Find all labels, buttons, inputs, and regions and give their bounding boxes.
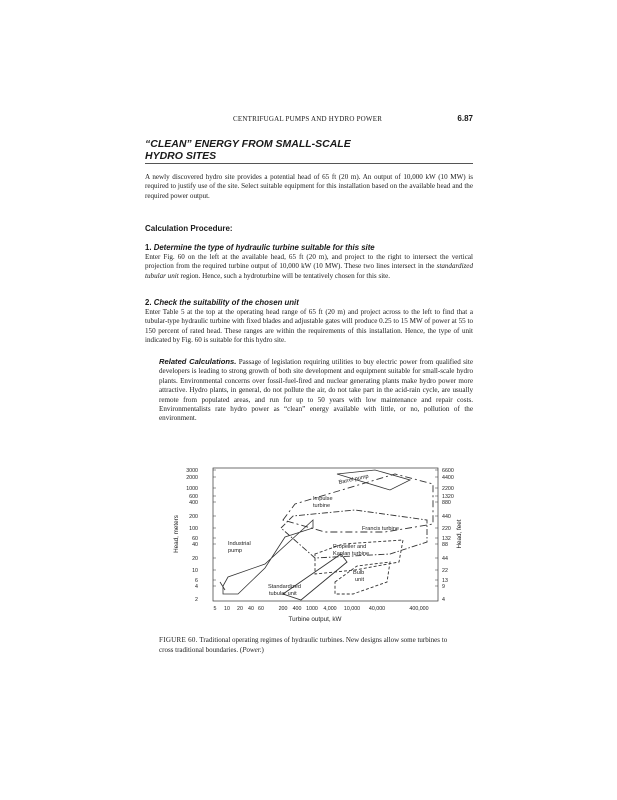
y-right-tick-220: 220 (442, 526, 451, 532)
step-1-title: Determine the type of hydraulic turbine suitable for this site (153, 243, 375, 252)
y-right-tick-6600: 6600 (442, 468, 454, 474)
y-left-tick-20: 20 (192, 556, 198, 562)
figure-caption-source: Power. (242, 645, 262, 654)
y-right-tick-9: 9 (442, 584, 445, 590)
step-1-text-italic: standardized tubular unit (145, 262, 473, 280)
y-left-tick-60: 60 (192, 536, 198, 542)
y-left-tick-40: 40 (192, 542, 198, 548)
impulse-label-2: turbine (313, 503, 331, 509)
related-calculations-text (145, 357, 473, 424)
industrial-pump-label-2: pump (228, 548, 242, 554)
x-ticks (214, 606, 429, 612)
francis-label: Francis turbine (362, 526, 399, 532)
section-title (145, 138, 473, 162)
propeller-label-1: Propeller and (333, 544, 367, 550)
x-tick-10: 10 (224, 606, 230, 612)
y-left-tick-4: 4 (195, 584, 198, 590)
figure-caption-label: FIGURE 60. (159, 636, 198, 644)
y-right-tick-88: 88 (442, 542, 448, 548)
y-right-tick-4: 4 (442, 597, 445, 603)
y-left-tick-2000: 2000 (186, 475, 198, 481)
figure-60 (165, 462, 465, 632)
y-right-tick-4400: 4400 (442, 475, 454, 481)
x-tick-4000: 4,000 (323, 606, 337, 612)
x-tick-200: 200 (278, 606, 288, 612)
step-2-number: 2. (145, 298, 152, 307)
x-tick-40000: 40,000 (368, 606, 386, 612)
x-tick-5: 5 (213, 606, 217, 612)
running-title: CENTRIFUGAL PUMPS AND HYDRO POWER (233, 115, 383, 123)
y-right-tick-880: 880 (442, 500, 451, 506)
running-head (145, 115, 473, 127)
right-y-ticks (442, 468, 454, 603)
plot-frame (213, 468, 438, 601)
bulb-label-1: Bulb (353, 570, 365, 576)
y-right-tick-2200: 2200 (442, 486, 454, 492)
y-tick-marks (213, 470, 438, 586)
industrial-pump-label-1: Industrial (228, 541, 251, 547)
x-tick-1000: 1000 (306, 606, 318, 612)
x-tick-60: 60 (258, 606, 264, 612)
section-title-line-1: “CLEAN” ENERGY FROM SMALL-SCALE (145, 138, 351, 150)
related-calculations-title: Related Calculations. (159, 357, 237, 366)
step-1-text-after: region. Hence, such a hydroturbine will be tentatively chosen for this site. (178, 271, 391, 280)
figure-caption (159, 636, 459, 655)
step-2-heading (145, 298, 473, 308)
step-1-text (145, 253, 473, 281)
title-rule (145, 163, 473, 164)
step-2-text: Enter Table 5 at the top at the operating head range of 65 ft (20 m) and project across to the left to find that a tubular-type hydraulic turbine with fixed blades and adjustable gates will produce 0.25 to 15 MW of power at 55 to 150 percent of rated head. These ranges are within the requirements of this installation. Hence, the type of unit indicated by Fig. 60 is suitable for this hydro site. (145, 308, 473, 345)
calculation-procedure-heading: Calculation Procedure: (145, 224, 233, 233)
y-left-tick-200: 200 (189, 514, 198, 520)
y-left-tick-600: 600 (189, 494, 198, 500)
y-right-tick-22: 22 (442, 568, 448, 574)
y-right-tick-132: 132 (442, 536, 451, 542)
y-right-tick-440: 440 (442, 514, 451, 520)
y-axis-right-title: Head, feet (456, 519, 463, 549)
y-left-tick-400: 400 (189, 500, 198, 506)
figure-caption-close: ) (261, 645, 264, 654)
y-left-tick-3000: 3000 (186, 468, 198, 474)
y-right-tick-44: 44 (442, 556, 448, 562)
step-1-heading (145, 243, 473, 253)
impulse-turbine-region (283, 474, 433, 532)
tubular-label-2: tubular unit (269, 591, 297, 597)
y-left-tick-10: 10 (192, 568, 198, 574)
left-y-ticks (186, 468, 198, 603)
step-1 (145, 243, 473, 281)
y-left-tick-100: 100 (189, 526, 198, 532)
section-title-line-2: HYDRO SITES (145, 150, 217, 162)
y-left-tick-1000: 1000 (186, 486, 198, 492)
related-calculations (145, 357, 473, 424)
related-calculations-body: Passage of legislation requiring utilities to buy electric power from qualified site developers is leading to strong growth of both site development and equipment suitable for small-scale hydro plants. Environmental concerns over fossil-fuel-fired and nuclear generating plants make hydro power more attractive. Hydro plants, in general, do not pollute the air, do not take part in the acid-rain cycle, are usually remote from populated areas, and run for up to 50 years with low maintenance and repair costs. Environmentalists rate hydro power as “clean” energy available with little, or no, pollution of the environment. (159, 358, 473, 423)
x-tick-400: 400 (292, 606, 302, 612)
step-1-text-before: Enter Fig. 60 on the left at the available head, 65 ft (20 m), and project to the right to intersect the vertical projection from the required turbine output of 10,000 kW (10 MW). These two lines intersect in the (145, 253, 473, 271)
barrel-pump-label: Barrel pump (338, 473, 370, 486)
step-1-number: 1. (145, 243, 152, 252)
propeller-label-2: Kaplan turbine (333, 551, 370, 557)
y-right-tick-1320: 1320 (442, 494, 454, 500)
x-tick-40: 40 (248, 606, 254, 612)
step-2-title: Check the suitability of the chosen unit (153, 298, 299, 307)
step-2 (145, 298, 473, 346)
y-axis-left-title: Head, meters (173, 515, 180, 553)
intro-paragraph: A newly discovered hydro site provides a potential head of 65 ft (20 m). An output of 10,000 kW (10 MW) is required to justify use of the site. Select suitable equipment for this installation based on the available head and the required power output. (145, 173, 473, 200)
figure-caption-text: Traditional operating regimes of hydraulic turbines. New designs allow some turbines to cross traditional boundaries. ( (159, 636, 448, 654)
x-tick-10000: 10,000 (343, 606, 361, 612)
turbine-regimes-chart (165, 462, 465, 632)
y-left-tick-6: 6 (195, 578, 198, 584)
x-tick-20: 20 (237, 606, 243, 612)
bulb-label-2: unit (355, 577, 365, 583)
x-axis-title: Turbine output, kW (288, 616, 342, 623)
impulse-label-1: Impulse (313, 496, 333, 502)
page-number: 6.87 (457, 114, 473, 123)
y-left-tick-2: 2 (195, 597, 198, 603)
y-right-tick-13: 13 (442, 578, 448, 584)
x-tick-400000: 400,000 (409, 606, 429, 612)
tubular-label-1: Standardized (268, 584, 301, 590)
